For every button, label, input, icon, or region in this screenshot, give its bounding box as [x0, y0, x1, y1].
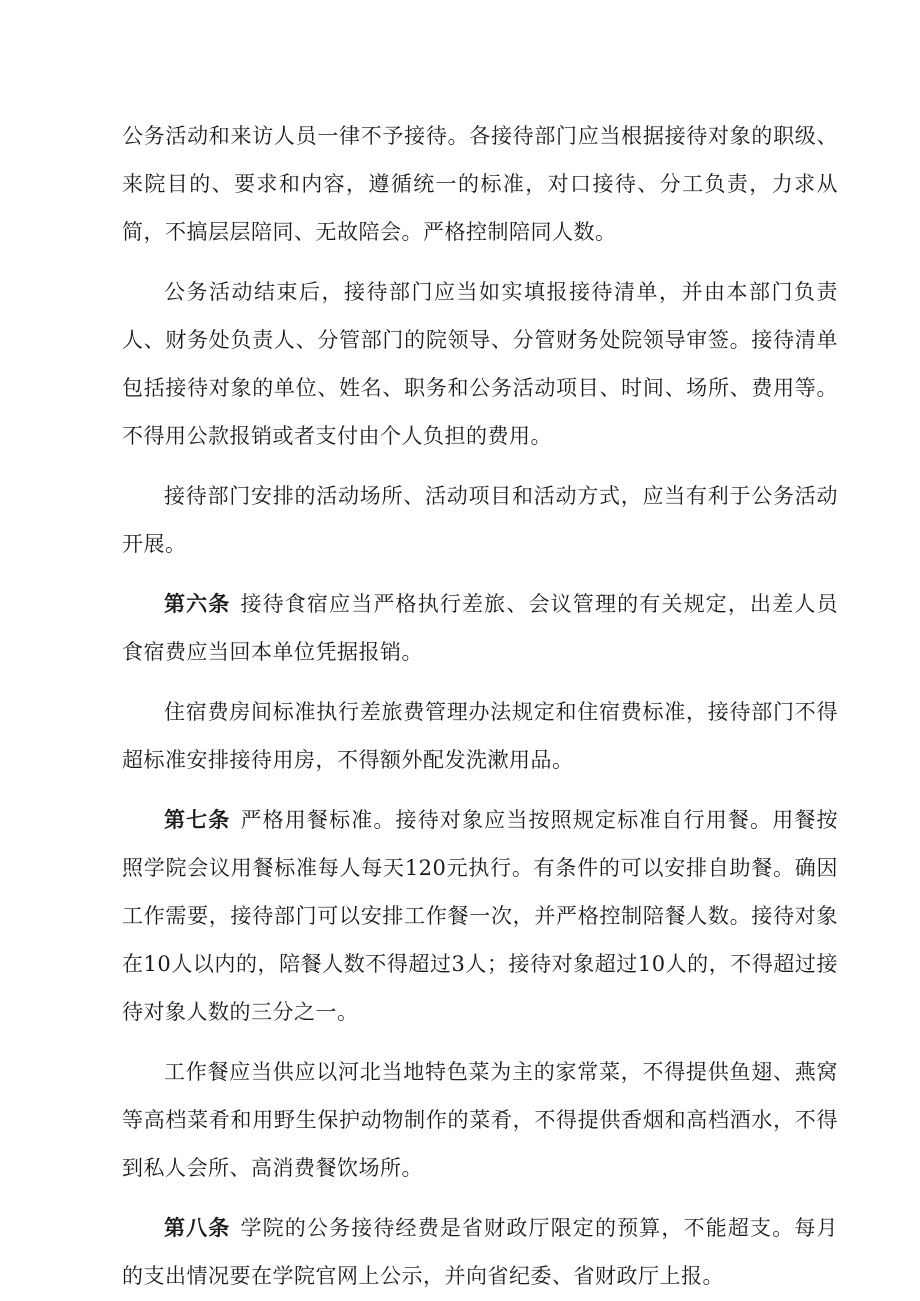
article-7: [122, 796, 838, 1036]
paragraph-reception-list: [122, 268, 838, 460]
paragraph-work-meals: [122, 1048, 838, 1192]
paragraph-text: 工作餐应当供应以河北当地特色菜为主的家常菜，不得提供鱼翅、燕窝等高档菜肴和用野生保护动物制作的菜肴，不得提供香烟和高档酒水，不得到私人会所、高消费餐饮场所。: [122, 1060, 838, 1180]
paragraph-text: 学院的公务接待经费是省财政厅限定的预算，不能超支。每月的支出情况要在学院官网上公示，并向省纪委、省财政厅上报。: [122, 1216, 839, 1288]
article-8: [122, 1204, 838, 1300]
article-6: [122, 580, 838, 676]
paragraph-text: 接待食宿应当严格执行差旅、会议管理的有关规定，出差人员食宿费应当回本单位凭据报销。: [122, 592, 839, 664]
paragraph-accommodation: [122, 688, 838, 784]
paragraph-activity-venue: [122, 472, 838, 568]
paragraph-text: 住宿费房间标准执行差旅费管理办法规定和住宿费标准，接待部门不得超标准安排接待用房，不得额外配发洗漱用品。: [122, 700, 838, 772]
paragraph-text: 严格用餐标准。接待对象应当按照规定标准自行用餐。用餐按照学院会议用餐标准每人每天120元执行。有条件的可以安排自助餐。确因工作需要，接待部门可以安排工作餐一次，并严格控制陪餐人数。接待对象在10人以内的，陪餐人数不得超过3人；接待对象超过10人的，不得超过接待对象人数的三分之一。: [122, 808, 839, 1024]
paragraph-text: 接待部门安排的活动场所、活动项目和活动方式，应当有利于公务活动开展。: [122, 484, 838, 556]
article-number: 第七条: [164, 808, 231, 832]
paragraph-text: 公务活动和来访人员一律不予接待。各接待部门应当根据接待对象的职级、来院目的、要求和内容，遵循统一的标准，对口接待、分工负责，力求从简，不搞层层陪同、无故陪会。严格控制陪同人数。: [122, 124, 838, 244]
article-number: 第八条: [164, 1216, 231, 1240]
paragraph-reception-principles: [122, 112, 838, 256]
paragraph-text: 公务活动结束后，接待部门应当如实填报接待清单，并由本部门负责人、财务处负责人、分管部门的院领导、分管财务处院领导审签。接待清单包括接待对象的单位、姓名、职务和公务活动项目、时间、场所、费用等。不得用公款报销或者支付由个人负担的费用。: [122, 280, 838, 448]
article-number: 第六条: [164, 592, 231, 616]
